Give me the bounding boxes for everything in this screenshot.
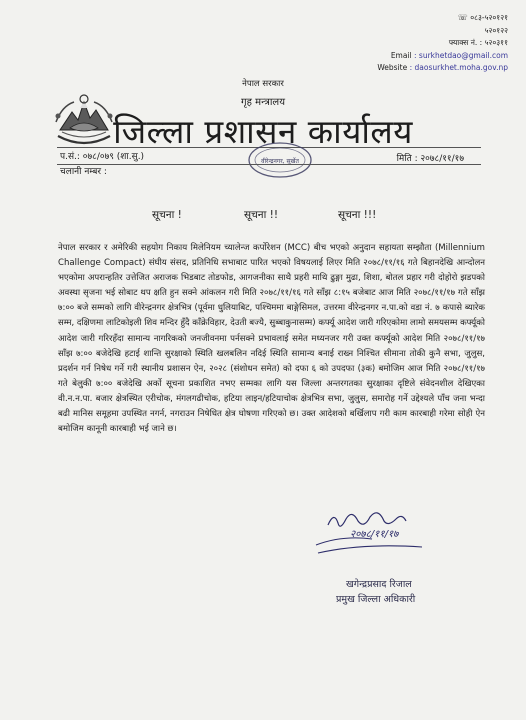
government-name: नेपाल सरकार [242,79,284,89]
phone-number-2: ५२०१२२ [484,25,508,35]
office-stamp [247,140,313,180]
fax-row [377,37,508,50]
notice-body: नेपाल सरकार र अमेरिकी सहयोग निकाय मिलेनियम च्यालेन्ज कर्पोरेशन (MCC) बीच भएको अनुदान सहायता सम्झौता (Millennium Challenge Compact) संघीय संसद, प्रतिनिधि सभाबाट पारित भएको विषयलाई लिएर मिति २०७८/११/१६ गते बिहानदेखि आन्दोलन भएकोमा अपरान्हतिर उत्तेजित अराजक भिडबाट तोडफोड, आगजनीका साथै प्रहरी माथि ढुङ्गा मुढा, शिशा, बोतल प्रहार गरी दोहोरो झडपको अवस्था सृजना भई सोबाट थप क्षति हुन सक्ने आंकलन गरी मिति २०७८/११/१६ गते साँझ ८:१५ बजेबाट आज मिति २०७८/११/१७ गते साँझ ७:०० बजे सम्मको लागि वीरेन्द्रनगर क्षेत्रभित्र (पूर्वमा धुलियाबिट, पश्चिममा बाङ्गेसिमल, उत्तरमा वीरेन्द्रनगर न.पा.को वडा नं. ७ कपासे ब्यारेक सम्म, दक्षिणमा लाटिकोइली शिव मन्दिर हुँदै काँक्रेविहार, देउती बज्यै, सुब्बाकुनासम्म) कर्फ्यू आदेश जारी गरिएकोमा लामो समयसम्म कर्फ्यूको आदेश जारी गरिरहँदा सामान्य नागरिकको जनजीवनमा पर्नसक्ने प्रभावलाई समेत मध्यनजर गरी उक्त कर्फ्यूको आदेश मिति २०७८/११/१७ साँझ ७:०० बजेदेखि हटाई शान्ति सुरक्षाको स्थिति खलबलिन नदिई स्थिति सामान्य बनाई राख्न निश्चित सीमाना तोकी कुनै सभा, जुलुस, प्रदर्शन गर्न निषेध गर्ने गरी स्थानीय प्रशासन ऐन, २०२८ (संशोधन समेत) को दफा ६ को उपदफा (३क) बमोजिम आज मिति २०७८/११/१७ गते बेलुकी ७:०० बजेदेखि अर्को सूचना प्रकाशित नभए सम्मका लागि यस जिल्ला अन्तरगतका सुरक्षाका दृष्टिले संवेदनशील देखिएका वी.न.न.पा. बजार क्षेत्रस्थित एरीचोक, मंगलगढीचोक, हटिया लाइन/हटियाचोक क्षेत्रभित्र सभा, जुलुस, समारोह गर्ने उद्देश्यले पाँच जना भन्दा बढी मानिस समूहमा उपस्थित नगर्न, नगराउन निषेधित क्षेत्र घोषणा गरिएको छ। उक्त आदेशको बर्खिलाप गरी काम कारबाही गरेमा सोही ऐन बमोजिम कानूनी कारबाही भई जाने छ। [58,243,485,435]
signatory-title: प्रमुख जिल्ला अधिकारी [336,594,416,605]
handwritten-signature [312,505,432,585]
reference-block [60,150,144,180]
website-label: Website [377,63,408,72]
signatory-name: खगेन्द्रप्रसाद रिजाल [346,579,412,590]
letter-date: मिति : २०७८/११/१७ [396,154,464,164]
phone-number: ०८३-५२०१२१ [470,13,508,22]
website-value[interactable]: : daosurkhet.moha.gov.np [409,63,508,72]
reference-divider [57,164,481,165]
ministry-name: गृह मन्त्रालय [240,97,286,108]
email-value[interactable]: : surkhetdao@gmail.com [414,50,508,60]
stamp-text: वीरेन्द्रनगर, सुर्खेत [261,158,299,165]
fax-number: फ्याक्स नं. : ५२०३११ [448,38,508,47]
phone-row [377,12,508,25]
email-label: Email [390,50,412,60]
letter-number: प.सं.: ०७८/०७९ (शा.सु.) [60,152,145,162]
notice-heading-3: सूचना !!! [338,209,377,221]
office-title: जिल्ला प्रशासन कार्यालय [113,112,413,151]
website-row [377,62,508,75]
signature-date: २०७८/११/१७ [350,529,399,540]
notice-heading-1: सूचना ! [152,209,182,221]
dispatch-number: चलानी नम्बर : [60,167,107,177]
contact-block [377,12,508,75]
phone-row-2 [377,25,508,38]
email-row [377,50,508,63]
notice-heading-2: सूचना !! [244,209,279,221]
phone-icon: ☏ [457,13,468,22]
